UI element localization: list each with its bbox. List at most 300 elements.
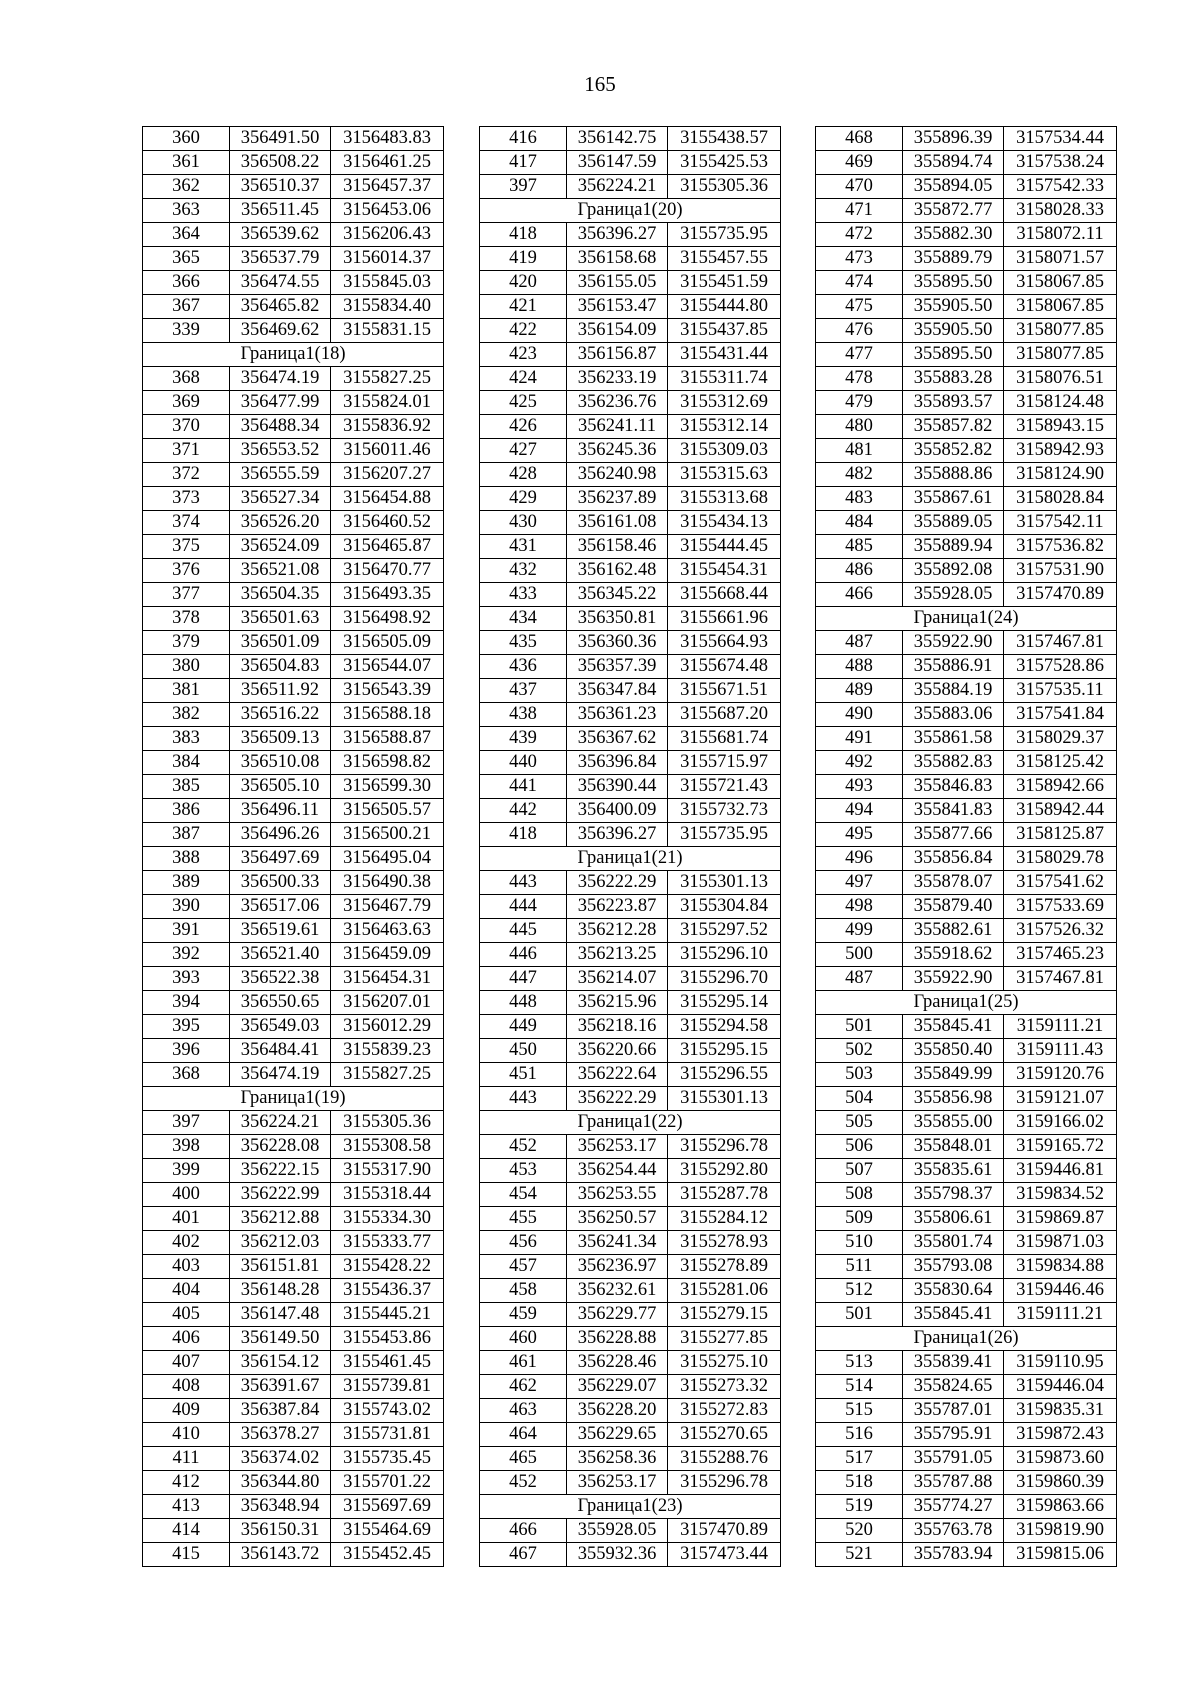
table-row bbox=[480, 511, 781, 535]
y-coordinate: 3155270.65 bbox=[668, 1423, 781, 1447]
table-row bbox=[480, 607, 781, 631]
table-row bbox=[143, 991, 444, 1015]
x-coordinate: 356147.48 bbox=[230, 1303, 331, 1327]
y-coordinate: 3156459.09 bbox=[331, 943, 444, 967]
y-coordinate: 3157536.82 bbox=[1004, 535, 1117, 559]
table-row bbox=[816, 439, 1117, 463]
point-number: 418 bbox=[480, 823, 567, 847]
point-number: 408 bbox=[143, 1375, 230, 1399]
table-row bbox=[143, 367, 444, 391]
point-number: 483 bbox=[816, 487, 903, 511]
point-number: 513 bbox=[816, 1351, 903, 1375]
y-coordinate: 3156495.04 bbox=[331, 847, 444, 871]
section-header-row bbox=[480, 199, 781, 223]
point-number: 391 bbox=[143, 919, 230, 943]
y-coordinate: 3155453.86 bbox=[331, 1327, 444, 1351]
y-coordinate: 3155434.13 bbox=[668, 511, 781, 535]
table-row bbox=[816, 1087, 1117, 1111]
point-number: 505 bbox=[816, 1111, 903, 1135]
table-row bbox=[816, 655, 1117, 679]
x-coordinate: 356553.52 bbox=[230, 439, 331, 463]
y-coordinate: 3155296.70 bbox=[668, 967, 781, 991]
point-number: 384 bbox=[143, 751, 230, 775]
point-number: 510 bbox=[816, 1231, 903, 1255]
x-coordinate: 356222.15 bbox=[230, 1159, 331, 1183]
point-number: 445 bbox=[480, 919, 567, 943]
y-coordinate: 3155278.89 bbox=[668, 1255, 781, 1279]
point-number: 396 bbox=[143, 1039, 230, 1063]
table-row bbox=[143, 1255, 444, 1279]
table-row bbox=[480, 991, 781, 1015]
y-coordinate: 3155836.92 bbox=[331, 415, 444, 439]
y-coordinate: 3155295.15 bbox=[668, 1039, 781, 1063]
y-coordinate: 3158071.57 bbox=[1004, 247, 1117, 271]
point-number: 429 bbox=[480, 487, 567, 511]
point-number: 501 bbox=[816, 1015, 903, 1039]
x-coordinate: 356396.84 bbox=[567, 751, 668, 775]
point-number: 376 bbox=[143, 559, 230, 583]
x-coordinate: 356224.21 bbox=[567, 175, 668, 199]
table-row bbox=[480, 655, 781, 679]
y-coordinate: 3158028.84 bbox=[1004, 487, 1117, 511]
x-coordinate: 355856.98 bbox=[903, 1087, 1004, 1111]
x-coordinate: 356555.59 bbox=[230, 463, 331, 487]
y-coordinate: 3156588.18 bbox=[331, 703, 444, 727]
point-number: 478 bbox=[816, 367, 903, 391]
table-row bbox=[480, 1471, 781, 1495]
point-number: 462 bbox=[480, 1375, 567, 1399]
table-row bbox=[480, 559, 781, 583]
point-number: 486 bbox=[816, 559, 903, 583]
point-number: 432 bbox=[480, 559, 567, 583]
table-row bbox=[143, 151, 444, 175]
table-row bbox=[480, 775, 781, 799]
x-coordinate: 355888.86 bbox=[903, 463, 1004, 487]
point-number: 485 bbox=[816, 535, 903, 559]
table-row bbox=[143, 967, 444, 991]
x-coordinate: 355861.58 bbox=[903, 727, 1004, 751]
point-number: 444 bbox=[480, 895, 567, 919]
point-number: 433 bbox=[480, 583, 567, 607]
y-coordinate: 3158942.93 bbox=[1004, 439, 1117, 463]
point-number: 466 bbox=[480, 1519, 567, 1543]
y-coordinate: 3158124.48 bbox=[1004, 391, 1117, 415]
y-coordinate: 3155839.23 bbox=[331, 1039, 444, 1063]
x-coordinate: 356539.62 bbox=[230, 223, 331, 247]
y-coordinate: 3155445.21 bbox=[331, 1303, 444, 1327]
point-number: 451 bbox=[480, 1063, 567, 1087]
table-row bbox=[143, 1351, 444, 1375]
point-number: 443 bbox=[480, 1087, 567, 1111]
x-coordinate: 356218.16 bbox=[567, 1015, 668, 1039]
coordinates-table-3 bbox=[815, 126, 1117, 1567]
y-coordinate: 3155318.44 bbox=[331, 1183, 444, 1207]
table-row bbox=[480, 1255, 781, 1279]
point-number: 413 bbox=[143, 1495, 230, 1519]
table-row bbox=[143, 511, 444, 535]
x-coordinate: 356390.44 bbox=[567, 775, 668, 799]
point-number: 453 bbox=[480, 1159, 567, 1183]
y-coordinate: 3156467.79 bbox=[331, 895, 444, 919]
table-row bbox=[816, 1471, 1117, 1495]
point-number: 418 bbox=[480, 223, 567, 247]
y-coordinate: 3155294.58 bbox=[668, 1015, 781, 1039]
point-number: 363 bbox=[143, 199, 230, 223]
y-coordinate: 3158028.33 bbox=[1004, 199, 1117, 223]
x-coordinate: 356228.08 bbox=[230, 1135, 331, 1159]
point-number: 506 bbox=[816, 1135, 903, 1159]
table-row bbox=[480, 295, 781, 319]
y-coordinate: 3155425.53 bbox=[668, 151, 781, 175]
y-coordinate: 3158077.85 bbox=[1004, 343, 1117, 367]
y-coordinate: 3156483.83 bbox=[331, 127, 444, 151]
table-row bbox=[143, 1447, 444, 1471]
point-number: 498 bbox=[816, 895, 903, 919]
x-coordinate: 355849.99 bbox=[903, 1063, 1004, 1087]
table-row bbox=[816, 511, 1117, 535]
y-coordinate: 3155315.63 bbox=[668, 463, 781, 487]
table-row bbox=[143, 175, 444, 199]
x-coordinate: 355889.05 bbox=[903, 511, 1004, 535]
x-coordinate: 356222.99 bbox=[230, 1183, 331, 1207]
point-number: 425 bbox=[480, 391, 567, 415]
section-header-row bbox=[816, 1327, 1117, 1351]
y-coordinate: 3155312.14 bbox=[668, 415, 781, 439]
point-number: 504 bbox=[816, 1087, 903, 1111]
table-row bbox=[480, 463, 781, 487]
point-number: 400 bbox=[143, 1183, 230, 1207]
y-coordinate: 3156463.63 bbox=[331, 919, 444, 943]
point-number: 364 bbox=[143, 223, 230, 247]
y-coordinate: 3155275.10 bbox=[668, 1351, 781, 1375]
y-coordinate: 3155304.84 bbox=[668, 895, 781, 919]
y-coordinate: 3155317.90 bbox=[331, 1159, 444, 1183]
table-row bbox=[816, 1279, 1117, 1303]
table-row bbox=[816, 1135, 1117, 1159]
table-row bbox=[143, 727, 444, 751]
x-coordinate: 356228.46 bbox=[567, 1351, 668, 1375]
y-coordinate: 3159873.60 bbox=[1004, 1447, 1117, 1471]
x-coordinate: 355884.19 bbox=[903, 679, 1004, 703]
y-coordinate: 3155301.13 bbox=[668, 1087, 781, 1111]
table-row bbox=[816, 1183, 1117, 1207]
x-coordinate: 356215.96 bbox=[567, 991, 668, 1015]
table-row bbox=[480, 1423, 781, 1447]
table-row bbox=[143, 703, 444, 727]
y-coordinate: 3155674.48 bbox=[668, 655, 781, 679]
x-coordinate: 355824.65 bbox=[903, 1375, 1004, 1399]
x-coordinate: 356345.22 bbox=[567, 583, 668, 607]
table-row bbox=[816, 751, 1117, 775]
point-number: 416 bbox=[480, 127, 567, 151]
point-number: 428 bbox=[480, 463, 567, 487]
table-row bbox=[143, 679, 444, 703]
table-row bbox=[816, 967, 1117, 991]
table-row bbox=[143, 535, 444, 559]
section-header-row bbox=[816, 991, 1117, 1015]
y-coordinate: 3158942.66 bbox=[1004, 775, 1117, 799]
y-coordinate: 3155451.59 bbox=[668, 271, 781, 295]
table-row bbox=[480, 223, 781, 247]
x-coordinate: 355830.64 bbox=[903, 1279, 1004, 1303]
point-number: 491 bbox=[816, 727, 903, 751]
y-coordinate: 3156505.57 bbox=[331, 799, 444, 823]
y-coordinate: 3157534.44 bbox=[1004, 127, 1117, 151]
point-number: 475 bbox=[816, 295, 903, 319]
table-row bbox=[480, 1231, 781, 1255]
table-row bbox=[143, 1039, 444, 1063]
x-coordinate: 356504.35 bbox=[230, 583, 331, 607]
point-number: 383 bbox=[143, 727, 230, 751]
y-coordinate: 3156454.88 bbox=[331, 487, 444, 511]
x-coordinate: 356224.21 bbox=[230, 1111, 331, 1135]
point-number: 489 bbox=[816, 679, 903, 703]
point-number: 434 bbox=[480, 607, 567, 631]
table-row bbox=[480, 583, 781, 607]
x-coordinate: 356500.33 bbox=[230, 871, 331, 895]
table-row bbox=[816, 799, 1117, 823]
table-row bbox=[143, 1327, 444, 1351]
table-row bbox=[816, 679, 1117, 703]
x-coordinate: 356501.09 bbox=[230, 631, 331, 655]
x-coordinate: 356143.72 bbox=[230, 1543, 331, 1567]
y-coordinate: 3157531.90 bbox=[1004, 559, 1117, 583]
y-coordinate: 3156460.52 bbox=[331, 511, 444, 535]
table-row bbox=[816, 703, 1117, 727]
y-coordinate: 3158067.85 bbox=[1004, 295, 1117, 319]
table-row bbox=[816, 367, 1117, 391]
x-coordinate: 356161.08 bbox=[567, 511, 668, 535]
point-number: 423 bbox=[480, 343, 567, 367]
table-row bbox=[143, 655, 444, 679]
y-coordinate: 3155296.55 bbox=[668, 1063, 781, 1087]
point-number: 455 bbox=[480, 1207, 567, 1231]
y-coordinate: 3156207.01 bbox=[331, 991, 444, 1015]
table-row bbox=[480, 319, 781, 343]
table-row bbox=[143, 391, 444, 415]
x-coordinate: 356241.34 bbox=[567, 1231, 668, 1255]
point-number: 466 bbox=[816, 583, 903, 607]
point-number: 372 bbox=[143, 463, 230, 487]
y-coordinate: 3155273.32 bbox=[668, 1375, 781, 1399]
table-row bbox=[143, 871, 444, 895]
x-coordinate: 356361.23 bbox=[567, 703, 668, 727]
x-coordinate: 355928.05 bbox=[567, 1519, 668, 1543]
x-coordinate: 355846.83 bbox=[903, 775, 1004, 799]
point-number: 409 bbox=[143, 1399, 230, 1423]
x-coordinate: 355793.08 bbox=[903, 1255, 1004, 1279]
section-header-row bbox=[480, 847, 781, 871]
table-row bbox=[816, 1015, 1117, 1039]
table-row bbox=[143, 751, 444, 775]
point-number: 500 bbox=[816, 943, 903, 967]
coordinates-table-1 bbox=[142, 126, 444, 1567]
point-number: 477 bbox=[816, 343, 903, 367]
y-coordinate: 3156470.77 bbox=[331, 559, 444, 583]
y-coordinate: 3157467.81 bbox=[1004, 967, 1117, 991]
table-row bbox=[816, 319, 1117, 343]
y-coordinate: 3156454.31 bbox=[331, 967, 444, 991]
x-coordinate: 355932.36 bbox=[567, 1543, 668, 1567]
x-coordinate: 355795.91 bbox=[903, 1423, 1004, 1447]
y-coordinate: 3155668.44 bbox=[668, 583, 781, 607]
x-coordinate: 356400.09 bbox=[567, 799, 668, 823]
x-coordinate: 355848.01 bbox=[903, 1135, 1004, 1159]
point-number: 474 bbox=[816, 271, 903, 295]
x-coordinate: 356153.47 bbox=[567, 295, 668, 319]
x-coordinate: 356521.40 bbox=[230, 943, 331, 967]
table-row bbox=[480, 343, 781, 367]
table-row bbox=[143, 1543, 444, 1567]
y-coordinate: 3155681.74 bbox=[668, 727, 781, 751]
y-coordinate: 3156543.39 bbox=[331, 679, 444, 703]
table-row bbox=[816, 127, 1117, 151]
point-number: 382 bbox=[143, 703, 230, 727]
x-coordinate: 356504.83 bbox=[230, 655, 331, 679]
point-number: 414 bbox=[143, 1519, 230, 1543]
point-number: 501 bbox=[816, 1303, 903, 1327]
point-number: 460 bbox=[480, 1327, 567, 1351]
table-row bbox=[143, 583, 444, 607]
y-coordinate: 3156598.82 bbox=[331, 751, 444, 775]
table-row bbox=[816, 559, 1117, 583]
table-row bbox=[816, 175, 1117, 199]
point-number: 393 bbox=[143, 967, 230, 991]
x-coordinate: 355835.61 bbox=[903, 1159, 1004, 1183]
x-coordinate: 356156.87 bbox=[567, 343, 668, 367]
y-coordinate: 3155834.40 bbox=[331, 295, 444, 319]
point-number: 361 bbox=[143, 151, 230, 175]
y-coordinate: 3155334.30 bbox=[331, 1207, 444, 1231]
y-coordinate: 3155292.80 bbox=[668, 1159, 781, 1183]
x-coordinate: 356391.67 bbox=[230, 1375, 331, 1399]
point-number: 402 bbox=[143, 1231, 230, 1255]
y-coordinate: 3155284.12 bbox=[668, 1207, 781, 1231]
table-row bbox=[816, 1111, 1117, 1135]
x-coordinate: 356162.48 bbox=[567, 559, 668, 583]
table-row bbox=[480, 703, 781, 727]
point-number: 421 bbox=[480, 295, 567, 319]
point-number: 520 bbox=[816, 1519, 903, 1543]
y-coordinate: 3155743.02 bbox=[331, 1399, 444, 1423]
table-row bbox=[480, 1183, 781, 1207]
point-number: 503 bbox=[816, 1063, 903, 1087]
section-title: Граница1(22) bbox=[480, 1111, 781, 1135]
y-coordinate: 3159166.02 bbox=[1004, 1111, 1117, 1135]
y-coordinate: 3155309.03 bbox=[668, 439, 781, 463]
point-number: 412 bbox=[143, 1471, 230, 1495]
point-number: 450 bbox=[480, 1039, 567, 1063]
x-coordinate: 356212.28 bbox=[567, 919, 668, 943]
x-coordinate: 355839.41 bbox=[903, 1351, 1004, 1375]
point-number: 386 bbox=[143, 799, 230, 823]
x-coordinate: 356250.57 bbox=[567, 1207, 668, 1231]
y-coordinate: 3155701.22 bbox=[331, 1471, 444, 1495]
table-row bbox=[143, 1399, 444, 1423]
table-row bbox=[816, 1375, 1117, 1399]
table-row bbox=[816, 415, 1117, 439]
y-coordinate: 3158077.85 bbox=[1004, 319, 1117, 343]
x-coordinate: 356522.38 bbox=[230, 967, 331, 991]
table-row bbox=[143, 775, 444, 799]
point-number: 515 bbox=[816, 1399, 903, 1423]
point-number: 427 bbox=[480, 439, 567, 463]
y-coordinate: 3155457.55 bbox=[668, 247, 781, 271]
x-coordinate: 356228.88 bbox=[567, 1327, 668, 1351]
point-number: 369 bbox=[143, 391, 230, 415]
point-number: 481 bbox=[816, 439, 903, 463]
x-coordinate: 356350.81 bbox=[567, 607, 668, 631]
point-number: 374 bbox=[143, 511, 230, 535]
section-title: Граница1(26) bbox=[816, 1327, 1117, 1351]
y-coordinate: 3159446.46 bbox=[1004, 1279, 1117, 1303]
y-coordinate: 3155444.45 bbox=[668, 535, 781, 559]
point-number: 507 bbox=[816, 1159, 903, 1183]
x-coordinate: 356214.07 bbox=[567, 967, 668, 991]
y-coordinate: 3157528.86 bbox=[1004, 655, 1117, 679]
y-coordinate: 3159121.07 bbox=[1004, 1087, 1117, 1111]
x-coordinate: 356229.07 bbox=[567, 1375, 668, 1399]
point-number: 410 bbox=[143, 1423, 230, 1447]
x-coordinate: 355787.01 bbox=[903, 1399, 1004, 1423]
table-row bbox=[480, 415, 781, 439]
y-coordinate: 3158029.78 bbox=[1004, 847, 1117, 871]
point-number: 365 bbox=[143, 247, 230, 271]
table-row bbox=[816, 1039, 1117, 1063]
table-row bbox=[480, 1087, 781, 1111]
table-row bbox=[143, 463, 444, 487]
point-number: 492 bbox=[816, 751, 903, 775]
y-coordinate: 3158943.15 bbox=[1004, 415, 1117, 439]
x-coordinate: 356229.65 bbox=[567, 1423, 668, 1447]
point-number: 395 bbox=[143, 1015, 230, 1039]
table-row bbox=[143, 487, 444, 511]
table-row bbox=[816, 823, 1117, 847]
y-coordinate: 3157542.33 bbox=[1004, 175, 1117, 199]
table-row bbox=[143, 1495, 444, 1519]
table-row bbox=[816, 631, 1117, 655]
point-number: 490 bbox=[816, 703, 903, 727]
y-coordinate: 3155333.77 bbox=[331, 1231, 444, 1255]
x-coordinate: 356509.13 bbox=[230, 727, 331, 751]
x-coordinate: 355763.78 bbox=[903, 1519, 1004, 1543]
table-row bbox=[816, 199, 1117, 223]
y-coordinate: 3155454.31 bbox=[668, 559, 781, 583]
point-number: 443 bbox=[480, 871, 567, 895]
y-coordinate: 3159834.88 bbox=[1004, 1255, 1117, 1279]
table-row bbox=[480, 1207, 781, 1231]
table-row bbox=[816, 1399, 1117, 1423]
y-coordinate: 3156453.06 bbox=[331, 199, 444, 223]
y-coordinate: 3157542.11 bbox=[1004, 511, 1117, 535]
table-row bbox=[480, 919, 781, 943]
table-row bbox=[143, 847, 444, 871]
y-coordinate: 3155824.01 bbox=[331, 391, 444, 415]
y-coordinate: 3155436.37 bbox=[331, 1279, 444, 1303]
x-coordinate: 356236.76 bbox=[567, 391, 668, 415]
table-row bbox=[480, 391, 781, 415]
point-number: 521 bbox=[816, 1543, 903, 1567]
point-number: 419 bbox=[480, 247, 567, 271]
y-coordinate: 3159446.81 bbox=[1004, 1159, 1117, 1183]
point-number: 389 bbox=[143, 871, 230, 895]
point-number: 399 bbox=[143, 1159, 230, 1183]
section-title: Граница1(23) bbox=[480, 1495, 781, 1519]
x-coordinate: 355894.05 bbox=[903, 175, 1004, 199]
y-coordinate: 3155664.93 bbox=[668, 631, 781, 655]
x-coordinate: 356222.64 bbox=[567, 1063, 668, 1087]
x-coordinate: 356357.39 bbox=[567, 655, 668, 679]
